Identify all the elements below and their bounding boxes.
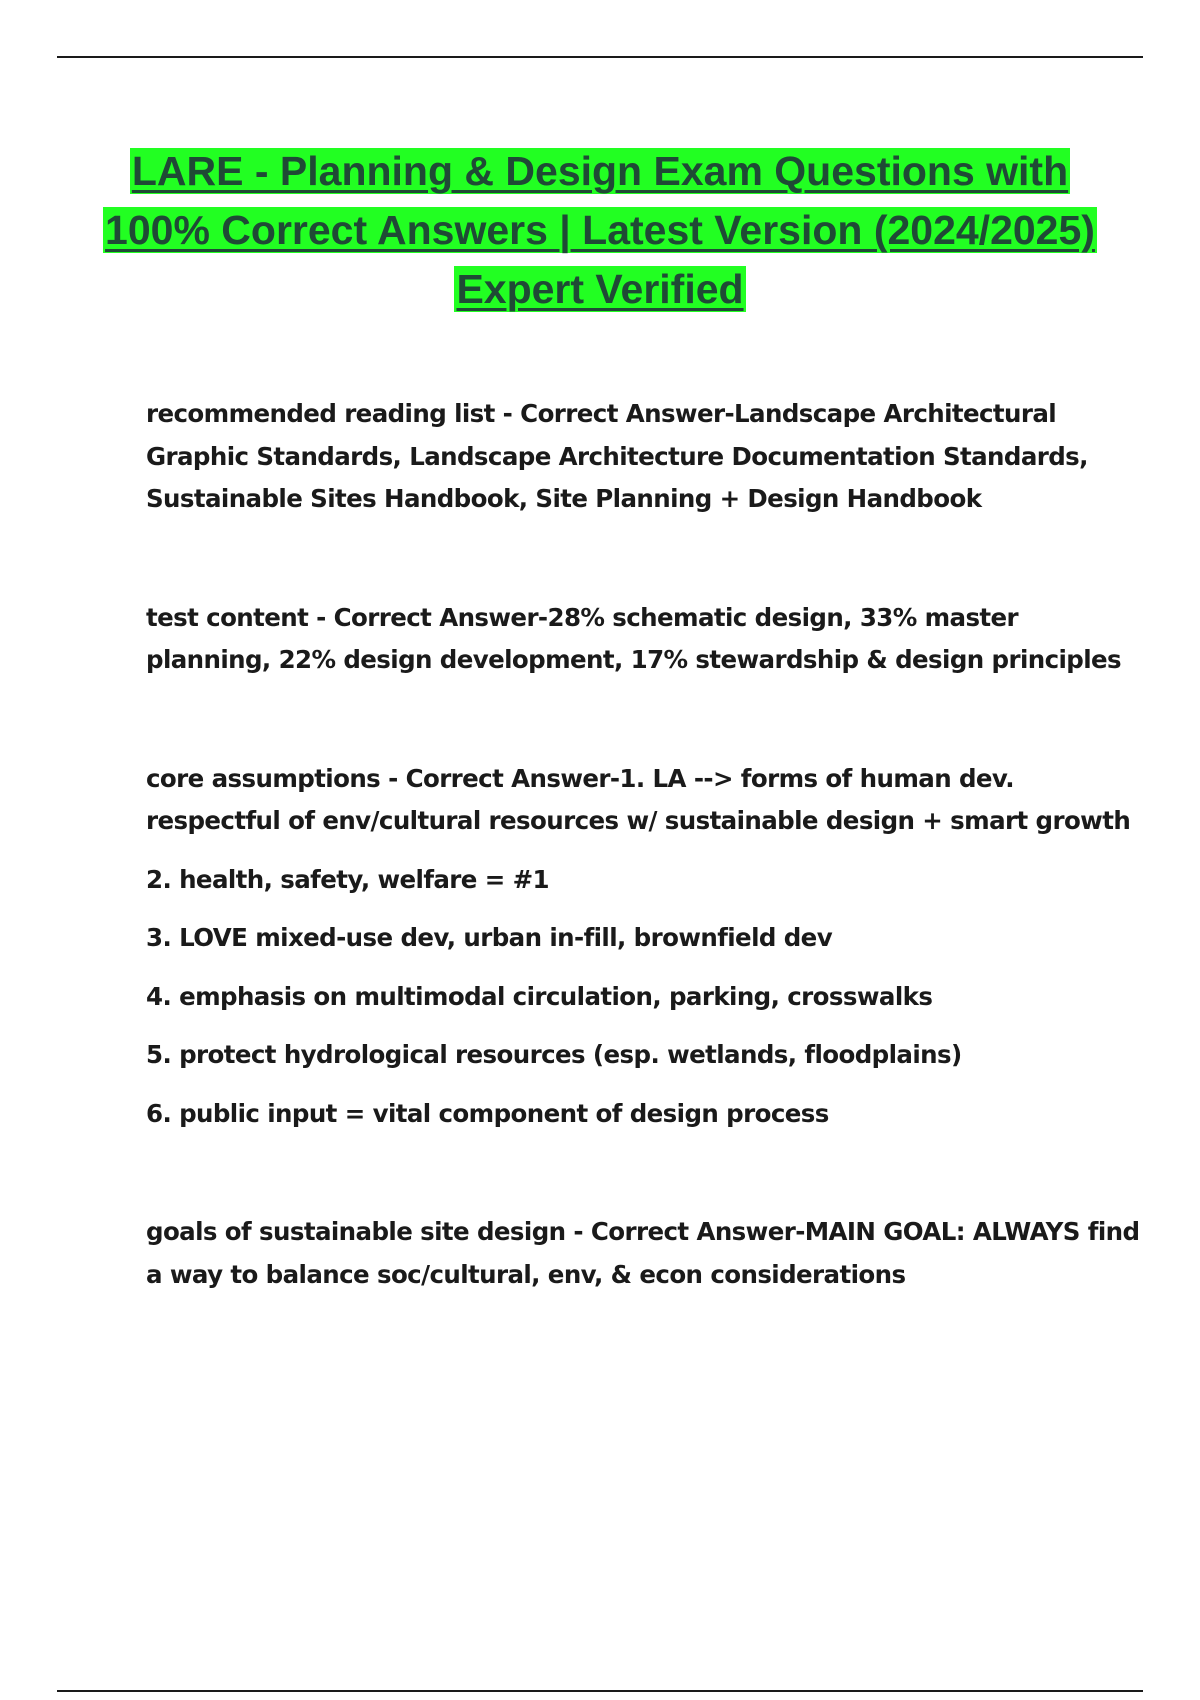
document-body	[146, 393, 1146, 1296]
core-assumption-item: 6. public input = vital component of design process	[146, 1098, 829, 1128]
qa-goals-sustainable-site-design: goals of sustainable site design - Correct Answer-MAIN GOAL: ALWAYS find a way to balance soc/cultural, env, & econ considerations	[146, 1217, 1140, 1289]
core-assumption-item: 4. emphasis on multimodal circulation, parking, crosswalks	[146, 981, 933, 1011]
qa-recommended-reading-list: recommended reading list - Correct Answer-Landscape Architectural Graphic Standards, Landscape Architecture Documentation Standards, Sustainable Sites Handbook, Site Planning + Design Handbook	[146, 399, 1088, 513]
core-assumption-item: 3. LOVE mixed-use dev, urban in-fill, brownfield dev	[146, 923, 833, 952]
core-assumption-item: 5. protect hydrological resources (esp. wetlands, floodplains)	[146, 1040, 962, 1069]
top-rule	[57, 56, 1143, 58]
qa-core-assumptions: core assumptions - Correct Answer-1. LA --> forms of human dev. respectful of env/cultural resources w/ sustainable design + smart growth	[146, 763, 1131, 835]
document-title	[100, 142, 1100, 319]
bottom-rule	[57, 1690, 1143, 1692]
qa-test-content: test content - Correct Answer-28% schematic design, 33% master planning, 22% design development, 17% stewardship & design principles	[146, 602, 1122, 674]
title-block	[100, 142, 1100, 319]
document-title-text: LARE - Planning & Design Exam Questions with 100% Correct Answers | Latest Version (2024/2025) Expert Verified	[105, 148, 1095, 312]
core-assumption-item: 2. health, safety, welfare = #1	[146, 864, 549, 894]
